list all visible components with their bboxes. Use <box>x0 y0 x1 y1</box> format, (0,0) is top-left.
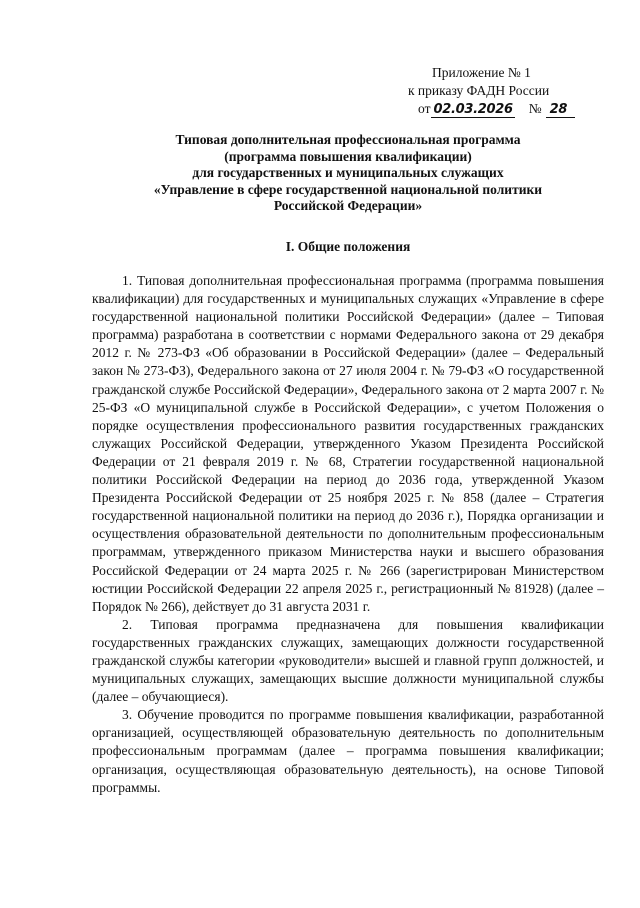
handwritten-order-number: 28 <box>546 102 576 118</box>
title-line: Российской Федерации» <box>273 198 423 213</box>
order-date-line <box>406 100 606 119</box>
appendix-label: Приложение № 1 <box>432 65 531 80</box>
section-heading: I. Общие положения <box>285 239 411 254</box>
title-line: для государственных и муниципальных служащих <box>192 165 504 180</box>
paragraph-1: 1. Типовая дополнительная профессиональная программа (программа повышения квалификации) для государственных и муниципальных служащих «Управление в сфере государственной национальной политики Российской Федерации» (далее – Типовая программа) разработана в соответствии с нормами Федерального закона от 29 декабря 2012 г. № 273-ФЗ «Об образовании в Российской Федерации» (далее – Федеральный закон № 273-ФЗ), Федерального закона от 27 июля 2004 г. № 79-ФЗ «О государственной гражданской службе Российской Федерации», Федерального закона от 2 марта 2007 г. № 25-ФЗ «О муниципальной службе в Российской Федерации», с учетом Положения о порядке осуществления профессионального развития государственных гражданских служащих Российской Федерации, утвержденного Указом Президента Российской Федерации от 21 февраля 2019 г. № 68, Стратегии государственной национальной политики Российской Федерации на период до 2036 года, утвержденной Указом Президента Российской Федерации от 25 ноября 2025 г. № 858 (далее – Стратегия государственной национальной политики на период до 2036 г.), Порядка организации и осуществления образовательной деятельности по дополнительным профессиональным программам, утвержденного приказом Министерства науки и высшего образования Российской Федерации от 24 марта 2025 г. № 266 (зарегистрирован Министерством юстиции Российской Федерации 22 апреля 2025 г., регистрационный № 81928) (далее – Порядок № 266), действует до 31 августа 2031 г. <box>92 273 604 614</box>
order-date-prefix: от <box>418 101 431 116</box>
title-line: «Управление в сфере государственной национальной политики <box>153 181 543 197</box>
title-line: Типовая дополнительная профессиональная программа <box>175 132 521 147</box>
document-body <box>92 272 604 797</box>
paragraph-3: 3. Обучение проводится по программе повышения квалификации, разработанной организацией, осуществляющей образовательную деятельность по дополнительным профессиональным программам (далее – программа повышения квалификации; организация, осуществляющая образовательную деятельность), на основе Типовой программы. <box>92 707 604 795</box>
document-title <box>92 132 604 215</box>
appendix-block <box>406 64 606 119</box>
title-line: (программа повышения квалификации) <box>224 148 472 164</box>
paragraph-2: 2. Типовая программа предназначена для повышения квалификации государственных гражданских служащих, замещающих должности государственной гражданской службы категории «руководители» высшей и главной групп должностей, и муниципальных служащих, замещающих высшие должности муниципальной службы (далее – обучающиеся). <box>92 616 604 705</box>
order-reference: к приказу ФАДН России <box>408 83 550 98</box>
order-number-sign: № <box>528 101 542 116</box>
handwritten-date: 02.03.2026 <box>433 102 513 117</box>
